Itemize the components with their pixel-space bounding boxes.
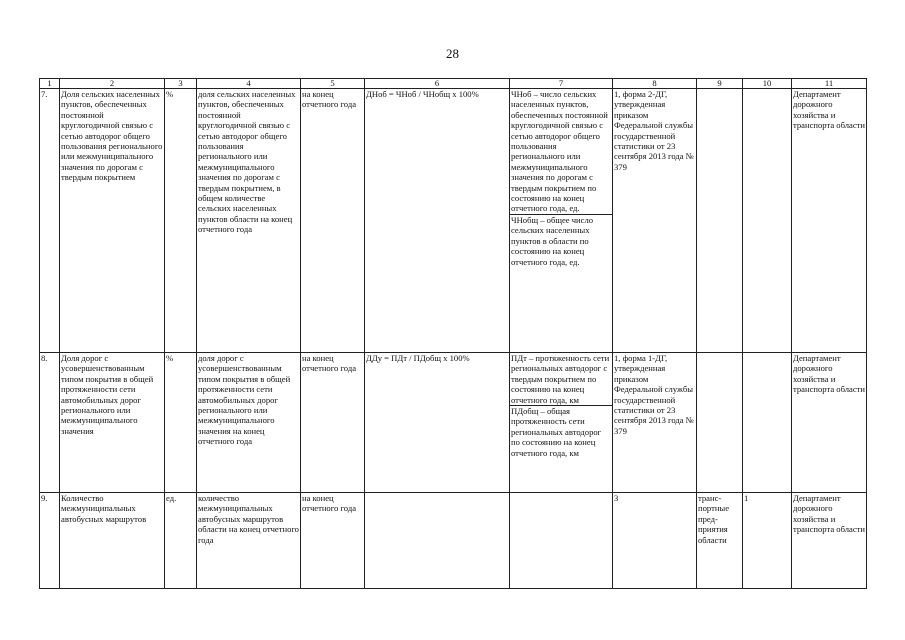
definition-cell: доля дорог с усовершенствованным типом покрытия в общей протяженности сети автомобильных дорог регионального или межмуниципального значения на конец отчетного года (197, 353, 301, 493)
period-cell: на конец отчетного года (301, 353, 365, 493)
variables-cell (510, 89, 613, 353)
variable-description: ПДт – протяженность сети региональных автодорог с твердым покрытием по состоянию на конец отчетного года, км (511, 353, 610, 405)
responsible-cell: Департамент дорожного хозяйства и транспорта области (792, 493, 867, 589)
row-number: 8. (40, 353, 60, 493)
responsible-cell: Департамент дорожного хозяйства и транспорта области (792, 89, 867, 353)
header-cell: 6 (365, 79, 510, 89)
variable-description: ЧНоб – число сельских населенных пунктов, обеспеченных постоянной круглогодичной связью с сетью автодорог общего пользования регионального или межмуниципального значения по дорогам с твердым покрытием по состоянию на конец отчетного года, ед. (511, 89, 608, 214)
variable-description: ПДобщ – общая протяженность сети региональных автодорог по состоянию на конец отчетного года, км (510, 405, 612, 458)
header-cell: 5 (301, 79, 365, 89)
formula-cell (365, 493, 510, 589)
formula-cell: ДДу = ПДт / ПДобщ х 100% (365, 353, 510, 493)
header-cell: 8 (613, 79, 697, 89)
formula-cell: ДНоб = ЧНоб / ЧНобщ х 100% (365, 89, 510, 353)
source-cell: 1, форма 1-ДГ, утвержденная приказом Федеральной службы государственной статистики от 23 сентября 2013 года № 379 (613, 353, 697, 493)
indicator-name: Доля сельских населенных пунктов, обеспеченных постоянной круглогодичной связью с сетью автодорог общего пользования регионального или межмуниципального значения по дорогам с твердым покрытием (60, 89, 165, 353)
table-row (40, 89, 867, 353)
variables-cell (510, 353, 613, 493)
source-cell: 1, форма 2-ДГ, утвержденная приказом Федеральной службы государственной статистики от 23 сентября 2013 года № 379 (613, 89, 697, 353)
row-number: 9. (40, 493, 60, 589)
col9-cell (697, 89, 743, 353)
indicator-name: Количество межмуниципальных автобусных маршрутов (60, 493, 165, 589)
header-cell: 1 (40, 79, 60, 89)
header-cell: 7 (510, 79, 613, 89)
unit-cell: % (165, 89, 197, 353)
header-cell: 10 (743, 79, 792, 89)
header-cell: 11 (792, 79, 867, 89)
col9-cell: транс- портные пред- приятия области (697, 493, 743, 589)
variable-description: ЧНобщ – общее число сельских населенных пунктов в области по состоянию на конец отчетного года, ед. (510, 214, 612, 267)
col10-cell (743, 89, 792, 353)
responsible-cell: Департамент дорожного хозяйства и транспорта области (792, 353, 867, 493)
header-cell: 9 (697, 79, 743, 89)
unit-cell: ед. (165, 493, 197, 589)
variables-cell (510, 493, 613, 589)
col9-cell (697, 353, 743, 493)
table-row (40, 353, 867, 493)
definition-cell: доля сельских населенных пунктов, обеспеченных постоянной круглогодичной связью с сетью автодорог общего пользования регионального или межмуниципального значения по дорогам с твердым покрытием, в общем количестве сельских населенных пунктов области на конец отчетного года (197, 89, 301, 353)
row-number: 7. (40, 89, 60, 353)
indicator-name: Доля дорог с усовершенствованным типом покрытия в общей протяженности сети автомобильных дорог регионального или межмуниципального значения (60, 353, 165, 493)
definition-cell: количество межмуниципальных автобусных маршрутов области на конец отчетного года (197, 493, 301, 589)
header-cell: 2 (60, 79, 165, 89)
table-row (40, 493, 867, 589)
period-cell: на конец отчетного года (301, 89, 365, 353)
source-cell: 3 (613, 493, 697, 589)
header-row (40, 79, 867, 89)
col10-cell (743, 353, 792, 493)
header-cell: 3 (165, 79, 197, 89)
page-number: 28 (446, 46, 459, 61)
col10-cell: 1 (743, 493, 792, 589)
indicator-table (39, 78, 867, 589)
header-cell: 4 (197, 79, 301, 89)
period-cell: на конец отчетного года (301, 493, 365, 589)
unit-cell: % (165, 353, 197, 493)
